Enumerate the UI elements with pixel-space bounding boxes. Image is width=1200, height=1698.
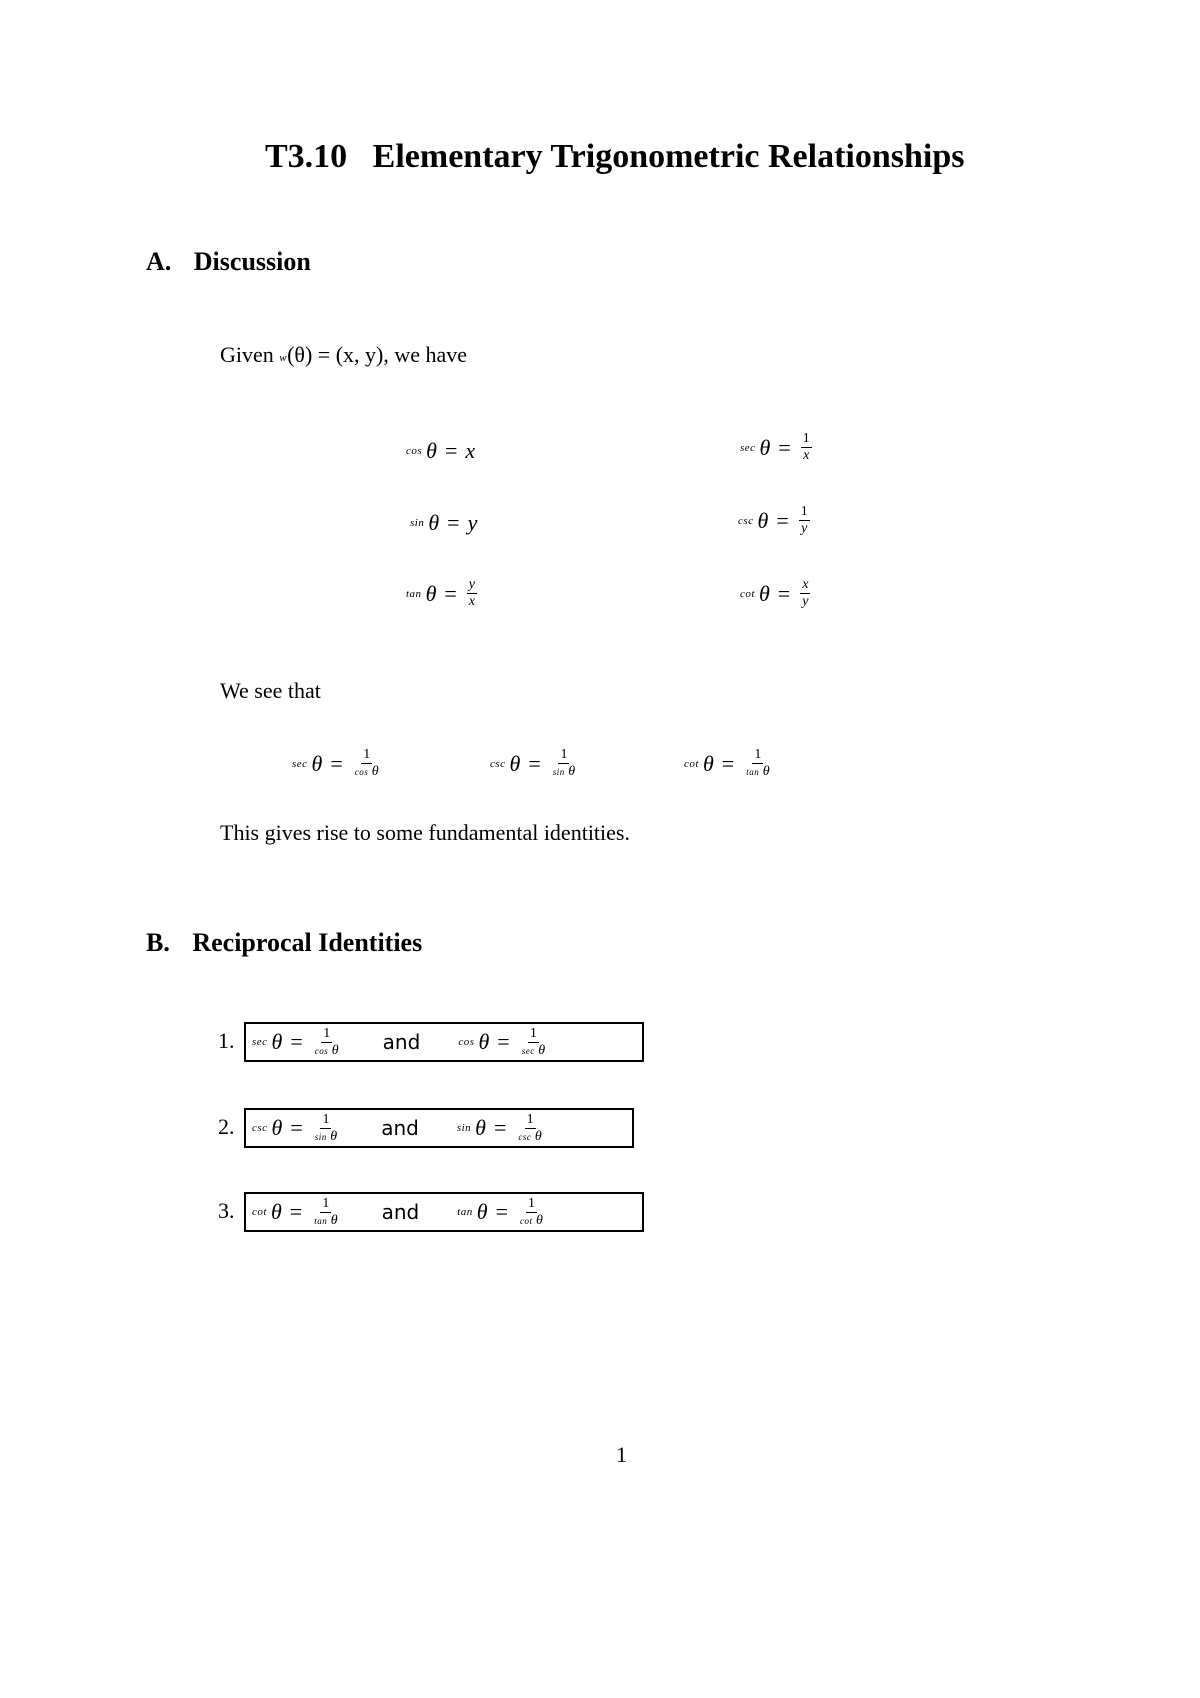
theta: θ [271, 1029, 283, 1054]
theta: θ [426, 438, 437, 463]
and-word: and [382, 1030, 421, 1054]
def-tan [406, 578, 477, 609]
theta: θ [476, 1199, 488, 1224]
fraction [744, 748, 771, 779]
denominator-theta: θ [568, 764, 576, 779]
identity-1-box [244, 1022, 644, 1062]
numerator: y [468, 577, 476, 592]
equals: = [447, 510, 460, 535]
section-b-letter: B. [146, 928, 170, 957]
fraction [551, 748, 577, 779]
identity-2-right [457, 1113, 544, 1144]
rhs: x [465, 438, 476, 463]
identity-3-box [244, 1192, 644, 1232]
equals: = [289, 1199, 303, 1224]
theta: θ [425, 580, 437, 606]
denominator-fn: tan [746, 767, 760, 777]
denominator: y [802, 594, 809, 609]
denominator-fn: tan [314, 1215, 328, 1226]
theta: θ [702, 750, 714, 776]
and-word: and [381, 1200, 420, 1224]
fraction [518, 1197, 545, 1228]
fn-label: cot [684, 757, 699, 770]
fn-label: cot [740, 587, 755, 600]
theta: θ [478, 1029, 490, 1054]
numerator: 1 [529, 1025, 537, 1041]
denominator-fn: sin [552, 767, 565, 777]
theta: θ [271, 1115, 283, 1140]
gives-rise-text: This gives rise to some fundamental identities. [220, 820, 630, 845]
fn-label: sec [252, 1036, 268, 1048]
fraction [799, 505, 810, 536]
equals: = [497, 1029, 510, 1054]
denominator-fn: cot [520, 1215, 533, 1226]
equals: = [290, 1029, 303, 1054]
equals: = [444, 438, 458, 463]
relation-csc [490, 748, 577, 779]
identity-1-label: 1. [218, 1028, 235, 1053]
intro-given: Given [220, 342, 274, 367]
identity-2-box [244, 1108, 634, 1148]
fraction [313, 1113, 339, 1144]
denominator: y [801, 521, 808, 536]
denominator-fn: sec [521, 1045, 535, 1056]
numerator: 1 [322, 1111, 330, 1127]
section-a-heading [146, 247, 311, 277]
numerator: 1 [526, 1111, 534, 1127]
numerator: 1 [363, 747, 371, 762]
page-title: T3.10 Elementary Trigonometric Relationships [265, 138, 965, 175]
fraction [353, 748, 381, 779]
section-b-heading [146, 928, 422, 958]
section-b-title: Reciprocal Identities [192, 928, 423, 957]
denominator-fn: sin [314, 1131, 327, 1142]
fn-label: cot [252, 1206, 267, 1218]
fn-label: csc [490, 757, 506, 770]
and-word: and [381, 1116, 419, 1140]
theta: θ [757, 507, 769, 533]
fraction [520, 1027, 547, 1058]
identity-1-left [252, 1027, 341, 1058]
intro-sentence [220, 342, 467, 368]
denominator-fn: cos [314, 1045, 329, 1056]
denominator-theta: θ [536, 1212, 543, 1228]
denominator-theta: θ [330, 1212, 338, 1228]
fn-label: sec [740, 441, 756, 454]
denominator-fn: cos [354, 767, 369, 777]
intro-expr: (θ) = (x, y), we have [287, 342, 468, 367]
identity-3-left [252, 1197, 340, 1228]
intro-fn: w [279, 352, 288, 364]
fraction [467, 578, 477, 609]
numerator: 1 [322, 1195, 330, 1211]
equals: = [444, 580, 457, 606]
denominator: x [803, 448, 810, 463]
theta: θ [759, 434, 771, 460]
fn-label: csc [738, 514, 754, 527]
fraction [800, 578, 810, 609]
fn-label: sin [456, 1122, 472, 1134]
equals: = [721, 750, 735, 776]
def-cos [406, 438, 475, 464]
theta: θ [311, 750, 323, 776]
fn-label: csc [252, 1122, 268, 1134]
see-that-text: We see that [220, 678, 321, 703]
theta: θ [509, 750, 521, 776]
identity-3-label: 3. [218, 1198, 235, 1223]
theta: θ [475, 1115, 486, 1140]
denominator-theta: θ [330, 1128, 338, 1144]
fn-label: sin [410, 517, 425, 529]
section-a-title: Discussion [193, 247, 311, 276]
numerator: 1 [800, 504, 808, 519]
fn-label: sec [292, 757, 308, 770]
equals: = [778, 434, 791, 460]
fraction [516, 1113, 543, 1144]
denominator-theta: θ [538, 1042, 546, 1058]
theta: θ [758, 580, 770, 606]
denominator-theta: θ [331, 1042, 339, 1058]
equals: = [290, 1115, 303, 1140]
numerator: 1 [527, 1195, 535, 1211]
def-sin [410, 510, 477, 536]
equals: = [495, 1199, 509, 1224]
equals: = [528, 750, 541, 776]
fn-label: tan [457, 1206, 473, 1218]
denominator-fn: csc [518, 1131, 532, 1142]
fn-label: tan [406, 587, 422, 600]
identity-3-right [457, 1197, 545, 1228]
section-a-letter: A. [146, 247, 172, 276]
fn-label: cos [406, 445, 423, 457]
def-cot [740, 578, 810, 609]
def-csc [738, 505, 810, 536]
identity-1-right [458, 1027, 547, 1058]
numerator: 1 [323, 1025, 331, 1041]
theta: θ [428, 510, 440, 535]
denominator-theta: θ [534, 1128, 542, 1144]
identity-2-label: 2. [218, 1114, 235, 1139]
fraction [801, 432, 812, 463]
numerator: 1 [802, 431, 810, 446]
equals: = [777, 580, 791, 606]
def-sec [740, 432, 812, 463]
denominator: x [468, 594, 476, 609]
relation-sec [292, 748, 381, 779]
relation-cot [684, 748, 772, 779]
theta: θ [270, 1199, 282, 1224]
equals: = [776, 507, 789, 533]
fn-label: cos [458, 1036, 475, 1048]
numerator: x [802, 577, 809, 592]
rhs: y [467, 510, 478, 535]
denominator-theta: θ [371, 764, 379, 779]
fraction [313, 1027, 341, 1058]
identity-2-left [252, 1113, 339, 1144]
numerator: 1 [560, 747, 568, 762]
numerator: 1 [754, 747, 762, 762]
equals: = [493, 1115, 507, 1140]
denominator-theta: θ [762, 764, 770, 779]
fraction [312, 1197, 339, 1228]
equals: = [330, 750, 343, 776]
page-number: 1 [616, 1442, 627, 1467]
